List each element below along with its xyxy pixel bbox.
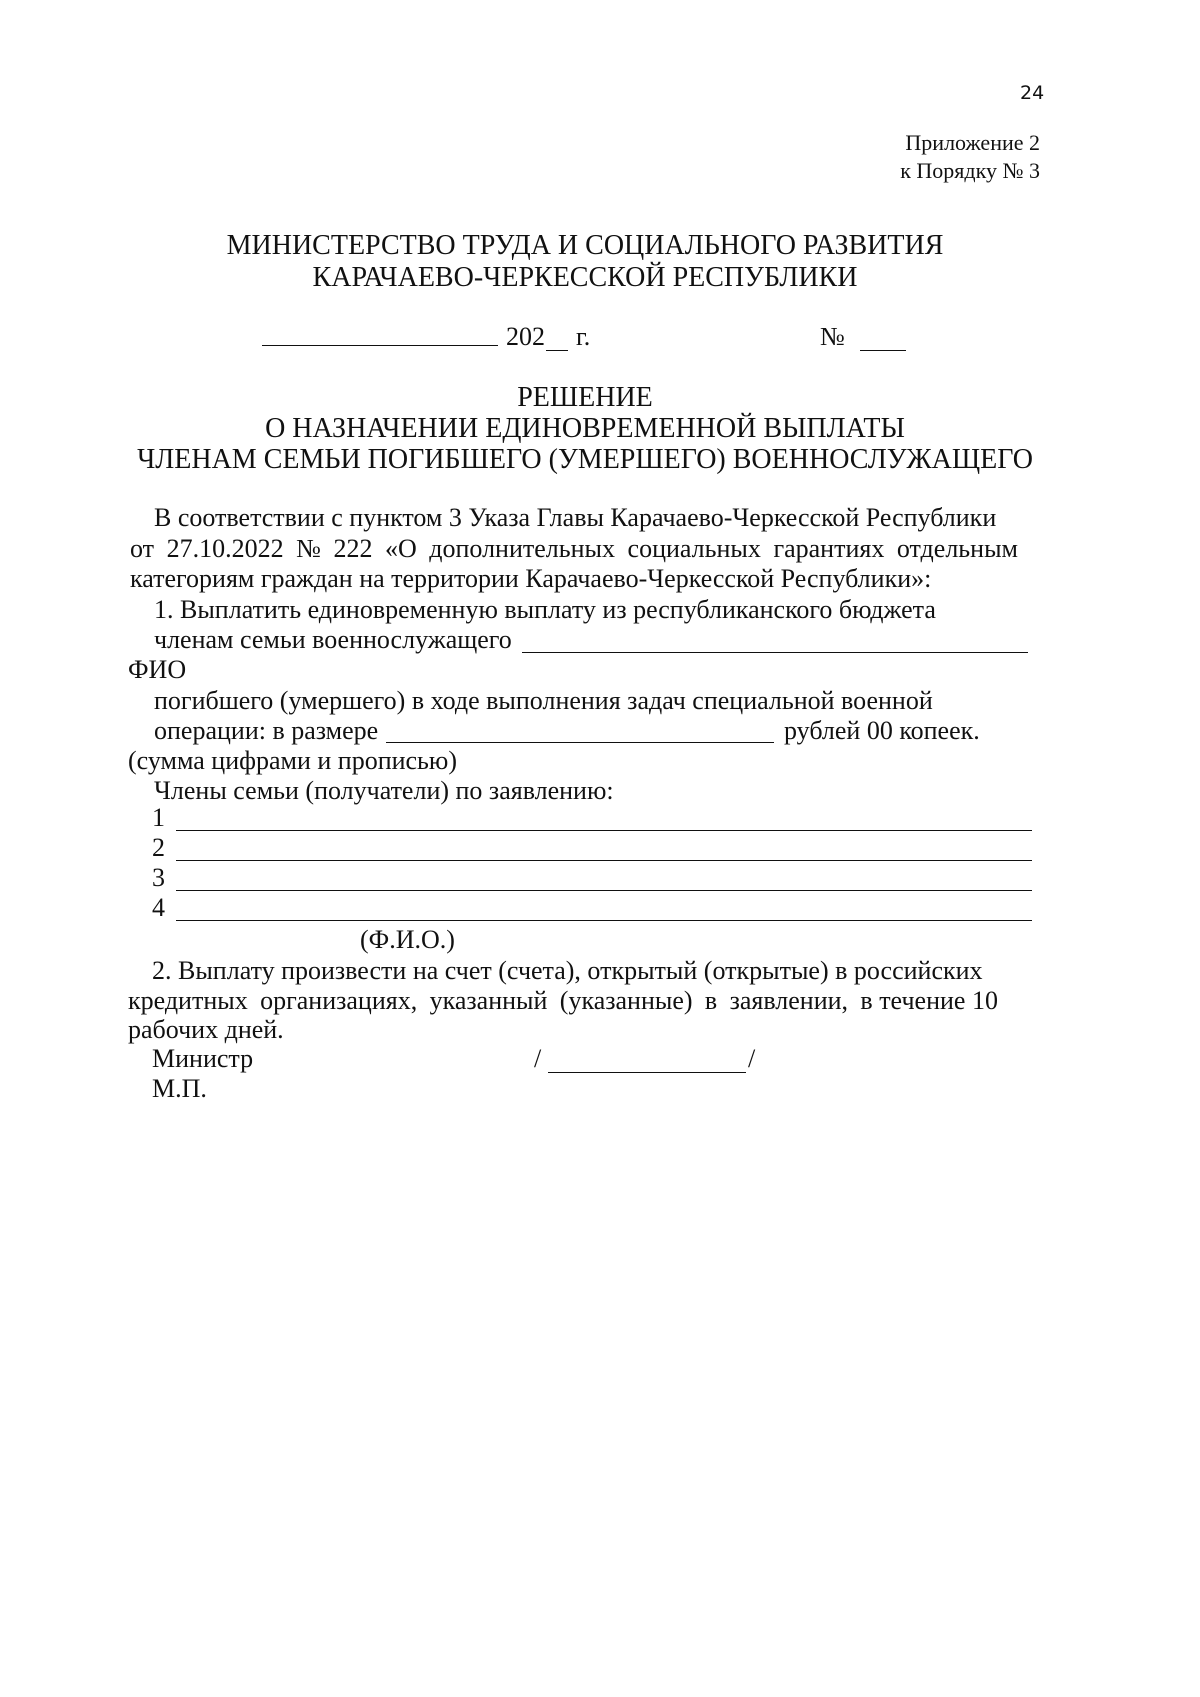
annex-line-2: к Порядку № 3: [900, 158, 1040, 183]
member-field-1[interactable]: [176, 830, 1032, 831]
item2-word: организациях,: [260, 986, 418, 1015]
signature-slash-right: /: [748, 1044, 756, 1073]
preamble-word: отдельным: [896, 534, 1018, 563]
year-blank-line: [546, 350, 568, 351]
ministry-line-1: МИНИСТЕРСТВО ТРУДА И СОЦИАЛЬНОГО РАЗВИТИЯ: [226, 230, 944, 261]
preamble-word: 222: [333, 534, 373, 563]
item2-word: (указанные): [559, 986, 693, 1015]
preamble-line-3: категориям граждан на территории Карачаево-Черкесской Республики»:: [130, 564, 932, 593]
member-number-2: 2: [152, 833, 165, 862]
preamble-word: «О: [384, 534, 417, 563]
year-suffix: г.: [576, 322, 591, 351]
minister-label: Министр: [152, 1044, 254, 1073]
item2-line-3: рабочих дней.: [128, 1015, 284, 1044]
page-number: 24: [1020, 82, 1045, 104]
decision-title: РЕШЕНИЕ: [517, 382, 653, 413]
preamble-word: социальных: [627, 534, 761, 563]
serviceman-name-field[interactable]: [522, 652, 1028, 653]
member-number-3: 3: [152, 863, 165, 892]
preamble-word: гарантиях: [773, 534, 885, 563]
item2-word: заявлении,: [729, 986, 849, 1015]
signature-slash-left: /: [534, 1044, 542, 1073]
item1-line-4-prefix: операции: в размере: [154, 716, 379, 745]
item2-word: кредитных: [128, 986, 248, 1015]
number-blank-line: [860, 350, 906, 351]
amount-hint: (сумма цифрами и прописью): [128, 746, 457, 775]
member-field-4[interactable]: [176, 920, 1032, 921]
member-field-2[interactable]: [176, 860, 1032, 861]
item1-line-4-suffix: рублей 00 копеек.: [784, 716, 980, 745]
preamble-word: №: [296, 534, 321, 563]
date-blank-line: [262, 345, 498, 346]
item1-line-2: членам семьи военнослужащего: [154, 625, 512, 654]
item2-word: в течение 10: [860, 986, 998, 1015]
item1-line-3: погибшего (умершего) в ходе выполнения задач специальной военной: [154, 686, 933, 715]
decision-subtitle-1: О НАЗНАЧЕНИИ ЕДИНОВРЕМЕННОЙ ВЫПЛАТЫ: [265, 413, 905, 444]
fio-hint: ФИО: [128, 655, 187, 684]
item2-line-1: 2. Выплату произвести на счет (счета), открытый (открытые) в российских: [152, 956, 983, 985]
item1-line-1: 1. Выплатить единовременную выплату из республиканского бюджета: [154, 595, 936, 624]
preamble-word: дополнительных: [429, 534, 616, 563]
stamp-label: М.П.: [152, 1074, 207, 1103]
member-number-1: 1: [152, 803, 165, 832]
decision-subtitle-2: ЧЛЕНАМ СЕМЬИ ПОГИБШЕГО (УМЕРШЕГО) ВОЕННОСЛУЖАЩЕГО: [137, 444, 1033, 475]
ministry-line-2: КАРАЧАЕВО-ЧЕРКЕССКОЙ РЕСПУБЛИКИ: [312, 262, 858, 293]
annex-line-1: Приложение 2: [905, 130, 1040, 155]
members-heading: Члены семьи (получатели) по заявлению:: [154, 776, 614, 805]
signature-field[interactable]: [548, 1072, 746, 1073]
year-prefix: 202: [506, 322, 545, 351]
item2-word: в: [704, 986, 718, 1015]
amount-field[interactable]: [386, 742, 774, 743]
preamble-line-1: В соответствии с пунктом 3 Указа Главы Карачаево-Черкесской Республики: [154, 503, 997, 532]
item2-line-2: [128, 986, 998, 1016]
members-fio-hint: (Ф.И.О.): [360, 925, 455, 954]
number-sign: №: [820, 322, 845, 351]
preamble-word: 27.10.2022: [166, 534, 284, 563]
item2-word: указанный: [429, 986, 548, 1015]
member-field-3[interactable]: [176, 890, 1032, 891]
preamble-word: от: [130, 534, 155, 563]
member-number-4: 4: [152, 893, 165, 922]
preamble-line-2: [130, 534, 1018, 564]
